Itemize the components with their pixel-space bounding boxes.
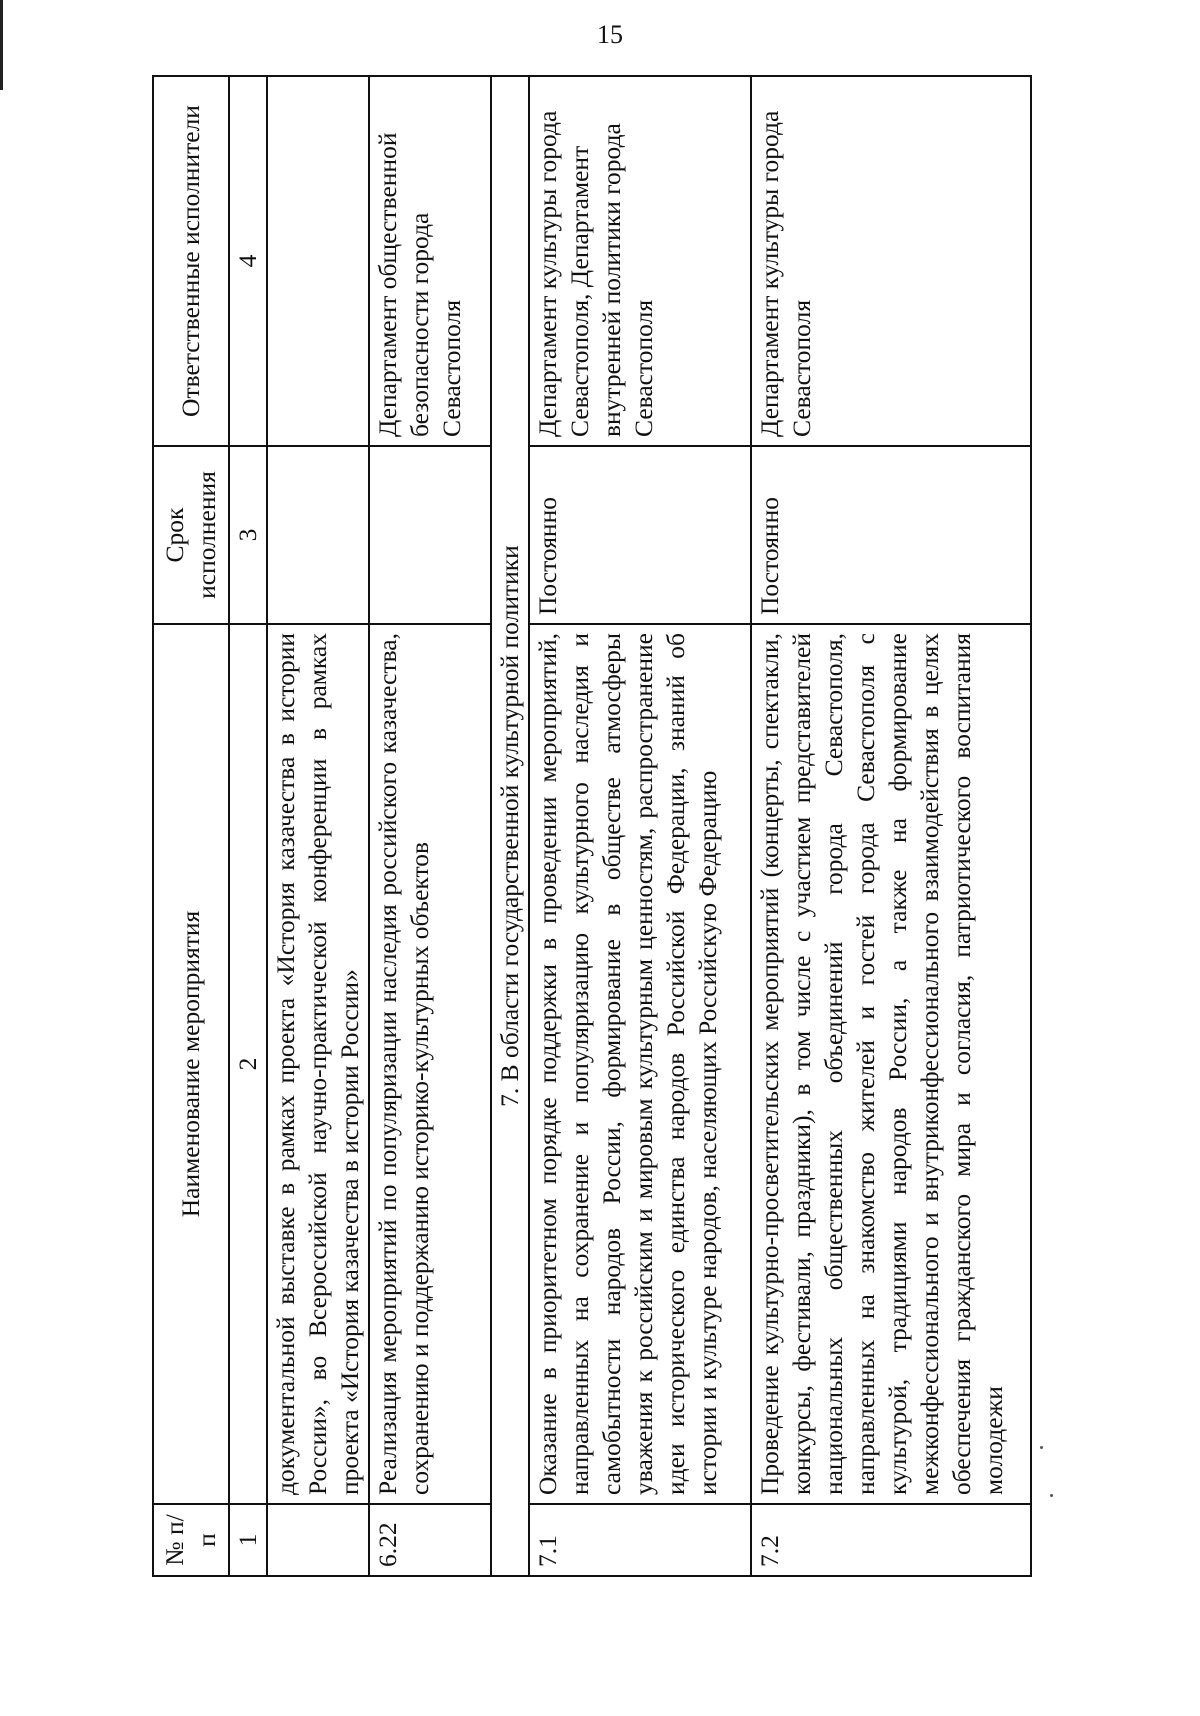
row-num: 7.1 bbox=[529, 1504, 751, 1576]
header-num: № п/п bbox=[153, 1504, 229, 1576]
row-resp: Департамент общественной безопасности города Севастополя bbox=[369, 76, 491, 446]
section-heading: 7. В области государственной культурной политики bbox=[491, 76, 529, 1576]
plan-table bbox=[152, 75, 1032, 1577]
scan-speck bbox=[1040, 1446, 1043, 1449]
col-number-4: 4 bbox=[229, 76, 267, 446]
rotated-table-wrapper bbox=[152, 77, 1032, 1577]
row-num: 6.22 bbox=[369, 1504, 491, 1576]
row-resp: Департамент культуры города Севастополя bbox=[751, 76, 1031, 446]
header-row bbox=[153, 76, 229, 1576]
col-number-1: 1 bbox=[229, 1504, 267, 1576]
header-term: Срок исполнения bbox=[153, 446, 229, 624]
row-resp: Департамент культуры города Севастополя, Департамент внутренней политики города Севастополя bbox=[529, 76, 751, 446]
header-resp: Ответственные исполнители bbox=[153, 76, 229, 446]
row-num: 7.2 bbox=[751, 1504, 1031, 1576]
col-number-3: 3 bbox=[229, 446, 267, 624]
column-numbers-row bbox=[229, 76, 267, 1576]
scan-speck bbox=[1050, 1494, 1053, 1497]
col-number-2: 2 bbox=[229, 624, 267, 1504]
row-name: Оказание в приоритетном порядке поддержки в проведении мероприятий, направленных на сохранение и популяризацию культурного наследия и самобытности народов России, формирование в обществе атмосферы уважения к российским и мировым культурным ценностям, распространение идеи исторического единства народов Российской Федерации, знаний об истории и культуре народов, населяющих Российскую Федерацию bbox=[529, 624, 751, 1504]
row-resp bbox=[267, 76, 369, 446]
section-heading-row bbox=[491, 76, 529, 1576]
row-num bbox=[267, 1504, 369, 1576]
row-term: Постоянно bbox=[529, 446, 751, 624]
row-name: Проведение культурно-просветительских мероприятий (концерты, спектакли, конкурсы, фестивали, праздники), в том числе с участием представителей национальных общественных объединений города Севастополя, направленных на знакомство жителей и гостей города Севастополя с культурой, традициями народов России, а также на формирование межконфессионального и внутриконфессионального взаимодействия в целях обеспечения гражданского мира и согласия, патриотического воспитания молодежи bbox=[751, 624, 1031, 1504]
page-number: 15 bbox=[597, 20, 623, 49]
row-term bbox=[369, 446, 491, 624]
table-row bbox=[267, 76, 369, 1576]
table-row bbox=[751, 76, 1031, 1576]
table-row bbox=[369, 76, 491, 1576]
table-row bbox=[529, 76, 751, 1576]
scan-edge-line bbox=[0, 0, 3, 90]
row-name: Реализация мероприятий по популяризации наследия российского казачества, сохранению и поддержанию историко-культурных объектов bbox=[369, 624, 491, 1504]
row-term: Постоянно bbox=[751, 446, 1031, 624]
row-name: документальной выставке в рамках проекта «История казачества в истории России», во Всероссийской научно-практической конференции в рамках проекта «История казачества в истории России» bbox=[267, 624, 369, 1504]
row-term bbox=[267, 446, 369, 624]
header-name: Наименование мероприятия bbox=[153, 624, 229, 1504]
